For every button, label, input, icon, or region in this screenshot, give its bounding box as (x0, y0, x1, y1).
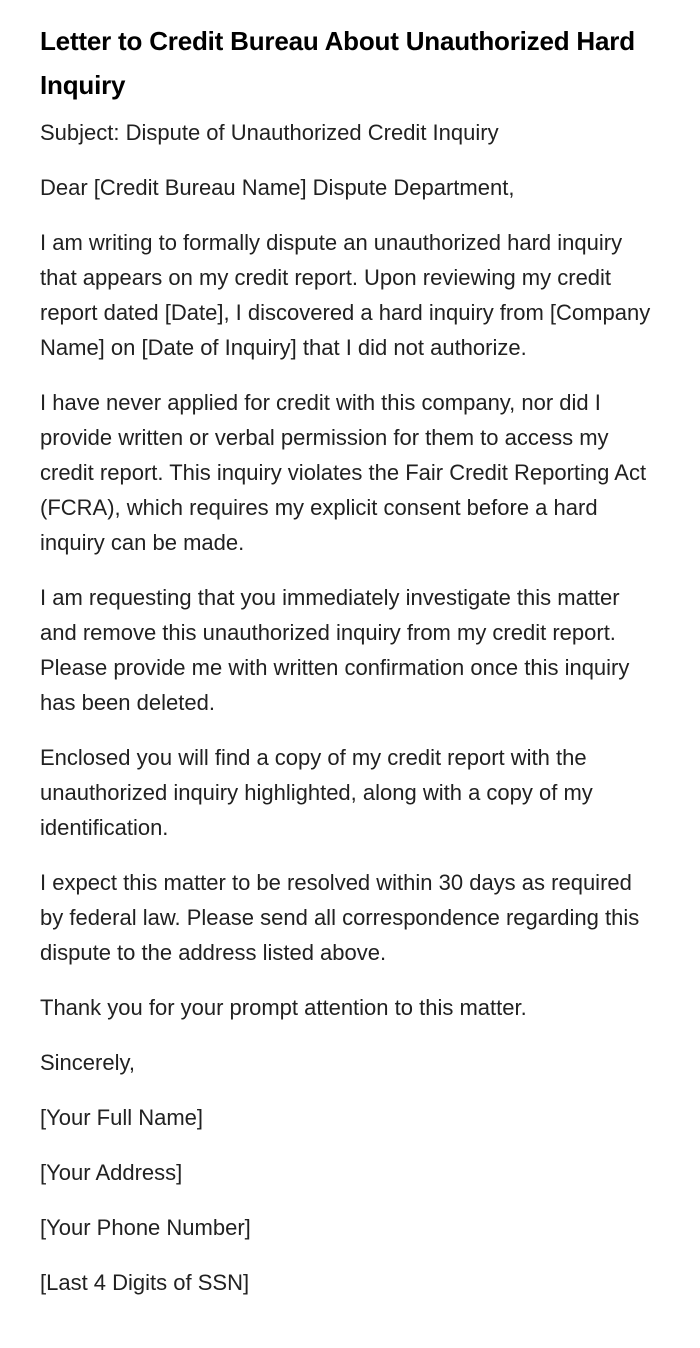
salutation: Dear [Credit Bureau Name] Dispute Department, (40, 175, 515, 200)
body-paragraph-never-applied: I have never applied for credit with this company, nor did I provide written or verbal permission for them to access my credit report. This inquiry violates the Fair Credit Reporting Act (FCRA), which requires my explicit consent before a hard inquiry can be made. (40, 390, 647, 555)
signature-line-ssn: [Last 4 Digits of SSN] (40, 1270, 250, 1295)
signature-line-address: [Your Address] (40, 1160, 183, 1185)
closing-thanks-line: Thank you for your prompt attention to this matter. (40, 995, 527, 1020)
signature-line-full-name: [Your Full Name] (40, 1105, 204, 1130)
body-paragraph-deadline: I expect this matter to be resolved within 30 days as required by federal law. Please send all correspondence regarding this dispute to the address listed above. (40, 870, 640, 965)
subject-line: Subject: Dispute of Unauthorized Credit Inquiry (40, 120, 499, 145)
signature-line-phone: [Your Phone Number] (40, 1215, 251, 1240)
body-paragraph-enclosures: Enclosed you will find a copy of my credit report with the unauthorized inquiry highlighted, along with a copy of my identification. (40, 745, 593, 840)
body-paragraph-request-removal: I am requesting that you immediately investigate this matter and remove this unauthorized inquiry from my credit report. Please provide me with written confirmation once this inquiry has been deleted. (40, 585, 630, 715)
signoff: Sincerely, (40, 1050, 135, 1075)
body-paragraph-dispute: I am writing to formally dispute an unauthorized hard inquiry that appears on my credit report. Upon reviewing my credit report dated [Date], I discovered a hard inquiry from [Company Name] on [Date of Inquiry] that I did not authorize. (40, 230, 651, 360)
page-title: Letter to Credit Bureau About Unauthorized Hard Inquiry (40, 26, 635, 100)
